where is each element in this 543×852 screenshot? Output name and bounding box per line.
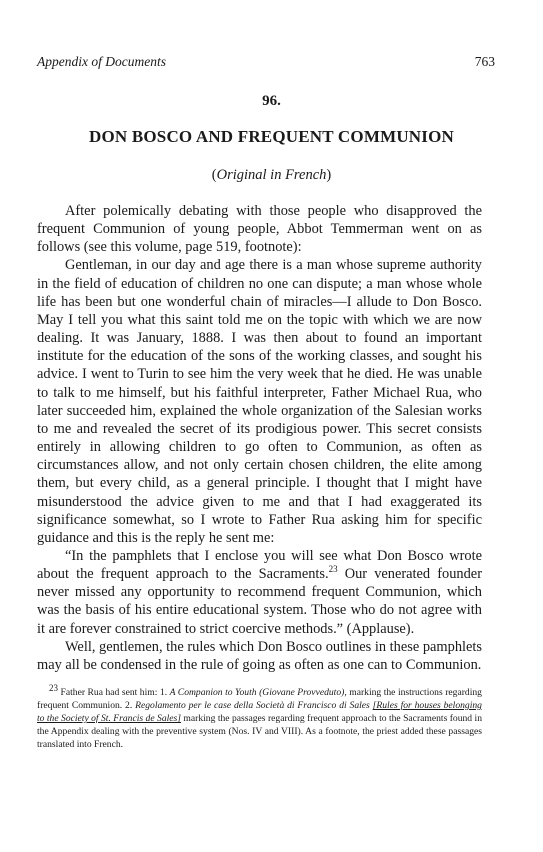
page-number: 763	[474, 54, 495, 69]
paragraph-3-text-a: “In the pamphlets that I enclose you will see what Don Bosco wrote about the frequent approach to the Sacraments.	[37, 547, 482, 583]
footnote-title-2: Regolamento per le case della Società di Francisco di Sales	[135, 700, 370, 711]
footnote-number: 23	[49, 682, 58, 693]
subtitle-text: Original in French	[216, 167, 327, 183]
paragraph-2: Gentleman, in our day and age there is a man whose supreme authority in the field of education of children no one can dispute; a man whose whole life has been but one wonderful chain of miracles—I allude to Don Bosco. May I tell you what this saint told me on the topic with which we are now dealing. It was January, 1888. I was then about to found an important institute for the education of the sons of the working classes, and sought his advice. I went to Turin to see him the very week that he died. He was unable to talk to me himself, but his faithful interpreter, Father Michael Rua, who later succeeded him, explained the whole organization of the Salesian works to me and revealed the secret of its prodigious power. This secret consists entirely in allowing children to go often to Communion, as often as circumstances allow, and not only certain chosen children, the elite among them, but every child, as a general principle. I thought that I might have misunderstood the advice given to me and that I had exaggerated its significance somewhat, so I wrote to Father Rua asking him for specific guidance and this is the reply he sent me:	[37, 257, 482, 546]
document-subtitle	[0, 167, 543, 184]
paragraph-4: Well, gentlemen, the rules which Don Bosco outlines in these pamphlets may all be condensed in the rule of going as often as one can to Communion.	[37, 638, 482, 673]
footnote-paragraph	[37, 682, 482, 751]
document-title: DON BOSCO AND FREQUENT COMMUNION	[89, 127, 454, 146]
footnote-text-2: marking the instructions regarding frequent Communion. 2.	[37, 687, 482, 711]
footnote-text-4: marking the passages regarding frequent approach to the Sacraments found in the Appendix dealing with the preventive system (Nos. IV and VIII). As a footnote, the priest added these passages translated into French.	[37, 713, 482, 750]
running-head-title: Appendix of Documents	[37, 54, 166, 69]
subtitle-close-paren: )	[326, 167, 332, 183]
footnote-title-1: A Companion to Youth (Giovane Provveduto),	[169, 687, 347, 698]
footnote-reference: 23	[328, 564, 338, 575]
paragraph-1: After polemically debating with those people who disapproved the frequent Communion of young people, Abbot Temmerman went on as follows (see this volume, page 519, footnote):	[37, 203, 482, 256]
paragraph-3-text-b: Our venerated founder never missed any opportunity to recommend frequent Communion, which was the basis of his entire educational system. Those who do not agree with it are forever constrained to strict coercive methods.” (Applause).	[37, 566, 482, 637]
footnote	[37, 682, 482, 751]
subtitle-open-paren: (	[211, 167, 217, 183]
paragraph-3	[37, 547, 482, 638]
footnote-text-1: Father Rua had sent him: 1.	[58, 687, 170, 698]
footnote-title-2-translation: [Rules for houses belonging to the Society of St. Francis de Sales]	[37, 700, 482, 724]
running-head	[37, 54, 495, 70]
document-number: 96.	[262, 93, 281, 109]
body-text	[37, 202, 482, 674]
